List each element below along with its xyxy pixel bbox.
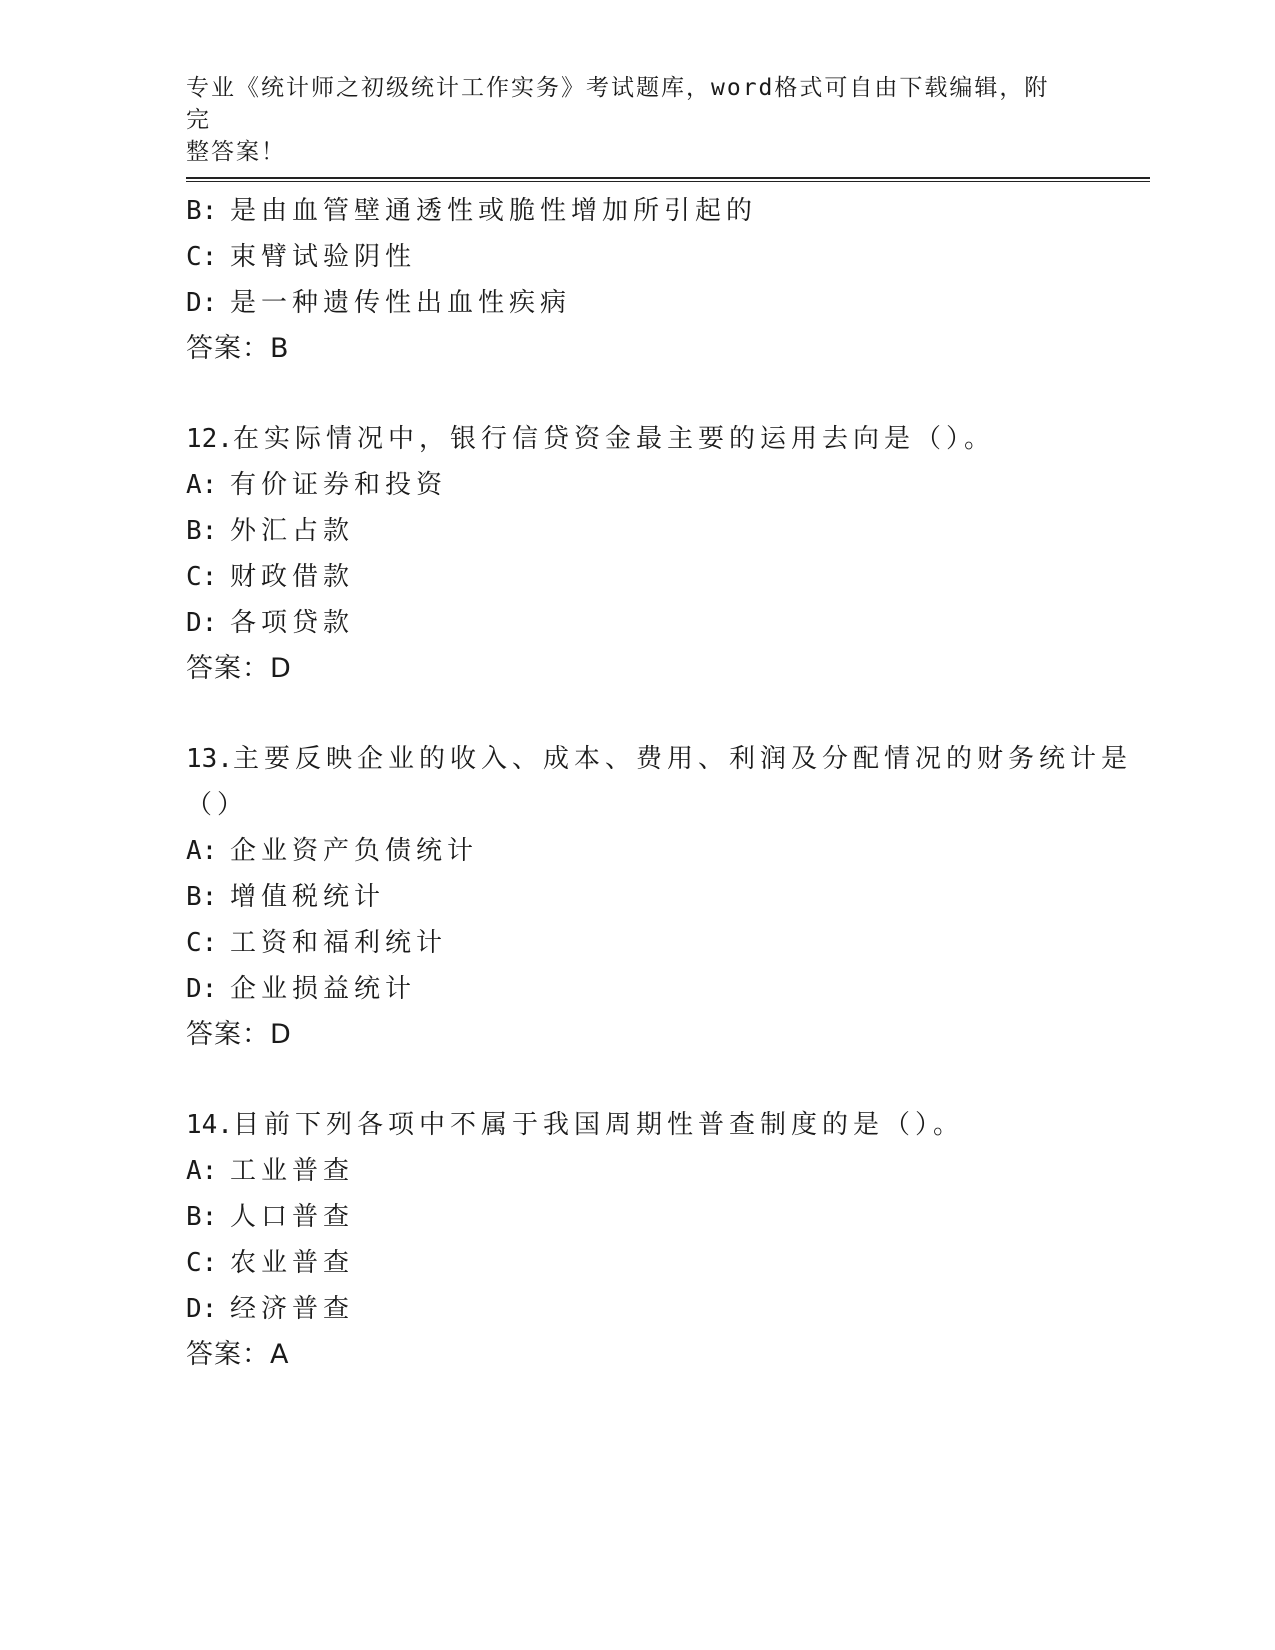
question-text: 在实际情况中，银行信贷资金最主要的运用去向是（）。 [232,424,995,454]
option-text: 经济普查 [230,1294,355,1324]
option-c [186,1240,1106,1286]
question-number: 14. [186,1110,233,1140]
question-12 [186,416,1106,692]
option-label: B: [186,196,218,226]
option-text: 增值税统计 [230,882,386,912]
answer-line: 答案：A [186,1339,290,1370]
option-text: 束臂试验阴性 [230,242,417,272]
question-11-continued [186,188,1106,372]
option-label: B: [186,882,218,912]
header-line-1: 专业《统计师之初级统计工作实务》考试题库，word格式可自由下载编辑，附完 [186,75,1050,133]
option-label: B: [186,1202,218,1232]
option-label: D: [186,1294,218,1324]
option-label: C: [186,1248,218,1278]
option-label: B: [186,516,218,546]
option-label: A: [186,470,218,500]
option-c [186,554,1106,600]
option-a [186,462,1106,508]
option-text: 企业资产负债统计 [230,836,479,866]
option-text: 企业损益统计 [230,974,417,1004]
answer-line: 答案：B [186,333,290,364]
option-label: C: [186,928,218,958]
option-d [186,600,1106,646]
option-label: A: [186,836,218,866]
question-14 [186,1102,1106,1378]
header-line-2: 整答案！ [186,139,286,165]
option-text: 工资和福利统计 [230,928,448,958]
answer-line: 答案：D [186,653,292,684]
option-c [186,920,1106,966]
option-text: 是一种遗传性出血性疾病 [230,288,572,318]
option-label: D: [186,974,218,1004]
question-number: 12. [186,424,233,454]
option-b [186,1194,1106,1240]
option-text: 人口普查 [230,1202,355,1232]
option-d [186,966,1106,1012]
option-text: 是由血管壁通透性或脆性增加所引起的 [230,196,758,226]
question-13 [186,736,1132,1058]
document-header [186,72,1066,168]
option-b [186,188,1106,234]
answer-line: 答案：D [186,1019,292,1050]
option-label: A: [186,1156,218,1186]
question-text: 目前下列各项中不属于我国周期性普查制度的是（）。 [232,1110,964,1140]
option-a [186,1148,1106,1194]
option-text: 各项贷款 [230,608,355,638]
option-text: 外汇占款 [230,516,355,546]
option-text: 工业普查 [230,1156,355,1186]
option-label: C: [186,242,218,272]
question-list [186,188,1132,1378]
option-text: 有价证券和投资 [230,470,448,500]
option-c [186,234,1106,280]
question-stem [186,736,1132,782]
question-number: 13. [186,744,233,774]
option-text: 财政借款 [230,562,355,592]
option-label: D: [186,288,218,318]
option-text: 农业普查 [230,1248,355,1278]
header-divider-thin [186,181,1150,182]
option-b [186,508,1106,554]
question-text: 主要反映企业的收入、成本、费用、利润及分配情况的财务统计是 [232,744,1132,774]
option-label: C: [186,562,218,592]
option-label: D: [186,608,218,638]
option-d [186,280,1106,326]
option-a [186,828,1106,874]
question-stem [186,416,1106,462]
option-b [186,874,1106,920]
header-divider-thick [186,177,1150,179]
question-stem [186,1102,1106,1148]
option-d [186,1286,1106,1332]
question-stem-continued: （） [186,790,249,820]
